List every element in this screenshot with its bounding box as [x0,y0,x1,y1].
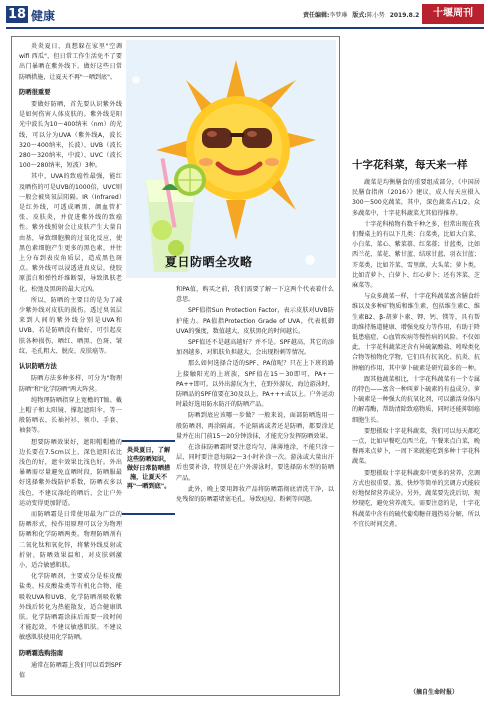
paragraph: 防晒到底应该哪一步做？一般来说，面部防晒选用一般防晒剂，再涂隔离。不论隔离或者还是防晒，都要涂足量并在出门前15～20分钟涂抹，才能充分发挥防晒效果。 [176,412,334,440]
summer-sun-illustration [126,40,336,278]
paragraph: 想要防晒效果好，遮阳帽帽檐的边长要在7.5cm以上，深色遮阳衣比浅色的好，遮伞效果比浅色好。外出暴晒需尽量避免直晒时段，防晒服最好选择紫外线防护系数，防晒衣多以浅色，不建议涤纶的晒后，会让户外运动变得更加舒适。 [19,438,122,507]
paragraph: 防晒方法多种多样，可分为"物理防晒"和"化学防晒"两大阵营。 [19,375,122,393]
paragraph: SPF值还不是越高越好？并不是。SPF越高，其它的添加剂越多，对肌肤负担越大，会出现粉刺等情况。 [176,339,334,357]
paragraph: 在涂抹防晒霜时要注意均匀，薄薄地涂，不能只涂一层，同时要注意每隔2～3小时补涂一次。游泳或大量出汗后也要补涂，特别是在户外游泳时，要选择防水型的防晒产品。 [176,444,334,482]
subhead-buying-guide: 防晒霜选购指南 [19,649,64,657]
editor-name: 李梦琳 [329,12,348,19]
paragraph: 要想摄取十字花科蔬菜，我们可以每天都吃一点，比如早餐吃点西兰花，午餐来点白菜，晚餐再来点萝卜，一周下来就能吃到多种十字花科蔬菜。 [352,427,480,466]
paragraph: 纯物理防晒指穿上宽檐的T恤、戴上帽子和太阳镜、撑起遮阳伞，等一般防晒衣、长袖衬衫、领巾、手套、袖套等。 [19,396,122,435]
paragraph: 而防晒霜是日常使用最为广泛的防晒形式，按作用原理可以分为物理防晒和化学防晒两类。物理防晒剂有二氧化钛和氧化锌，将紫外线反射或折射，防晒效果温和，对皮肤刺激小，适合敏感肌肤。 [19,510,122,569]
designer-label: 版式: [352,12,367,19]
page-number: 18 [7,7,27,22]
editor-label: 责任编辑: [303,12,330,19]
source-credit: （摘自生命时报） [410,689,459,696]
subhead-importance: 防晒很重要 [19,88,51,96]
paragraph: SPF值指Sun Protection Factor，表示皮肤对UVB防护能力。PA值指Protection Grade of UVA，代表抵御UVA的强度，数值越大，皮肤黑化的时间越长。 [176,307,334,335]
article-headline: 夏日防晒全攻略 [165,255,253,269]
paragraph: 通常在防晒霜上我们可以看到SPF值 [19,661,122,679]
issue-date: 2019.8.2 [389,12,420,19]
article-column-right [176,285,334,506]
pull-quote: 炎炎夏日，了解这些防晒知识，做好日常防晒措施，让夏天不再"一晒到底"。 [122,440,175,515]
paragraph: 那么如何选择合适的SPF、PA值呢？只在上下班的路上接触阳光的上班族，SPF值在15～30即可，PA+～PA++即可。以外出游玩为主，在野外游玩、海边游泳时，防晒品的SPF值要在30及以上，PA+++或以上。户外运动时最好选用防水防汗的防晒产品。 [176,360,334,409]
paragraph: 要想摄取十字花科蔬菜中更多的营养，烹调方式也很重要。蒸、快炒等简单的烹调方式能较好地保留营养成分。另外，蔬菜要先洗后切，现炒现吃，避免营养流失。需要注意的是，十字花科蔬菜中含有的硫代葡萄糖苷遇热易分解，所以不宜长时间烹煮。 [352,469,480,528]
paragraph: 蔬菜是均衡膳食的重要组成部分，《中国居民膳食指南（2016）》建议，成人每天应摄入300～500克蔬菜，其中，深色蔬菜占1/2。众多蔬菜中，十字花科蔬菜尤其值得推荐。 [352,179,480,217]
subhead-methods: 认识防晒方法 [19,363,57,371]
article-column-left [19,42,122,682]
paragraph: 十字花科植物有数千种之多，但常出现在我们餐桌上的有以下几类：白菜类，比如大白菜、小白菜、菜心、紫菜薹、红菜薹；甘蓝类，比如西兰花、菜花、紫甘蓝、结球甘蓝、羽衣甘蓝；芥菜类，比如芥菜、雪里蕻、大头菜；萝卜类，比如青萝卜、白萝卜、红心萝卜；还有荠菜、芝麻菜等。 [352,220,480,290]
page-header [0,0,488,28]
paragraph: 跟其他蔬菜相比，十字花科蔬菜有一个专属的特色——富含一种叫萝卜硫素的有益成分。萝卜硫素是一种强大的抗氧化剂，可以激活身体内的解毒酶，帮助清除致癌物质，同时还能抑制癌细胞生长。 [352,375,480,424]
intro-paragraph: 炎炎夏日，真想躲在家里"空调 wifi 西瓜"，但日常工作生活免不了要出门暴晒在紫外线下。做好这些日常防晒措施，让夏天不再"一晒到底"。 [19,43,122,81]
paragraph: 要做好防晒，首先要认识紫外线是如何伤害人体皮肤的。紫外线是阳光中波长为10～400纳米（nm）的光线，可以分为UVA（紫外线A，波长320～400纳米，长波）、UVB（波长280～320纳米，中波）、UVC（波长100～280纳米，短波）3种。 [19,101,122,170]
paragraph: 和PA值，购买之前，我们需要了解一下这两个代表着什么意思。 [176,286,334,304]
credits-line [300,10,419,19]
header-rule [6,27,484,29]
paragraph: 化学防晒剂，主要成分是桂皮酸盐类、桂皮酸盐类等有机化合物，能吸收UVA和UVB，化学防晒剂吸收紫外线后转化为热能散发，适合健康肌肤。化学防晒霜涂抹后需要一段时间才能起效，不建议敏感肌肤。不建议敏感肌肤使用化学防晒。 [19,573,122,642]
sun-drink-graphic [126,40,336,278]
paragraph: 所以，防晒的主要目的是为了减少紫外线对皮肤的损伤。透过臭氧层来到人间的紫外线分别是UVA和UVB，若是防晒没有做好，可引起皮肤各种损伤，晒红、晒黑、色斑、皱纹、毛孔粗大、脱皮、皮肤癌等。 [19,296,122,355]
designer-name: 陈小势 [366,12,385,19]
side-article-headline: 十字花科菜，每天来一样 [352,159,468,171]
section-title: 健康 [31,9,56,23]
side-article-column [352,178,480,531]
paragraph: 与众多蔬菜一样，十字花科蔬菜富含膳食纤维以及多种矿物质和维生素，包括维生素C、维生素B2、β-胡萝卜素、钾、钙、镁等，具有帮助维持肠道健康、增强免疫力等作用，有助于降低患癌症、心血管疾病等慢性病的风险。不仅如此，十字花科蔬菜还含有异硫氰酸盐、吲哚类化合物等植物化学物，它们具有抗氧化、抗炎、抗肿瘤的作用，其中萝卜硫素是研究最多的一种。 [352,293,480,372]
masthead-logo: 十堰周刊 [422,4,484,24]
paragraph: 此外，晚上要用卸妆产品将防晒霜彻底清洗干净，以免残留的防晒霜堵塞毛孔，导致痘痘、粉刺等问题。 [176,485,334,504]
paragraph: 其中，UVA的致癌性最强，能红及晒伤的可是UVB的1000倍，UVC则一般会被臭氧层阻隔。IR（Infrared）是红外线，可透成晒黑，颜血管扩张、皮肤炎，并促进紫外线的致癌性。紫外线照射会让皮肤产生大量自由基，导致细胞膜的过氧化反应，使黑色素细胞产生更多的黑色素，并往上分布到表皮角质层，造成黑色斑点。紫外线可以浸透进真皮层，使胶原蛋白和弹性纤维断裂，导致肌肤老化，松弛及黑斑的最大元凶。 [19,173,122,293]
